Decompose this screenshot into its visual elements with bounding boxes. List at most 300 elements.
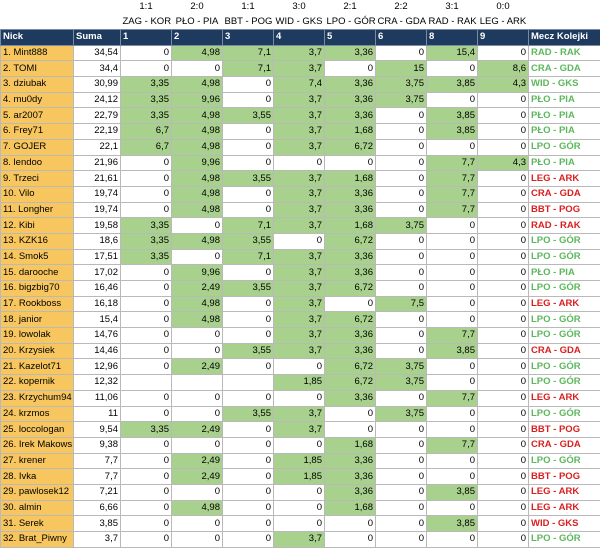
points-cell[interactable]: 0 bbox=[478, 437, 529, 453]
points-cell[interactable]: 3,36 bbox=[325, 390, 376, 406]
points-cell[interactable]: 3,7 bbox=[274, 202, 325, 218]
points-cell[interactable]: 0 bbox=[478, 202, 529, 218]
points-cell[interactable]: 3,85 bbox=[427, 343, 478, 359]
points-cell[interactable]: 1,85 bbox=[274, 453, 325, 469]
points-cell[interactable]: 0 bbox=[427, 281, 478, 297]
player-nick[interactable]: 13. KZK16 bbox=[1, 233, 74, 249]
points-cell[interactable]: 3,36 bbox=[325, 108, 376, 124]
points-cell[interactable]: 0 bbox=[121, 343, 172, 359]
points-cell[interactable]: 0 bbox=[223, 484, 274, 500]
match-of-round[interactable]: RAD - RAK bbox=[529, 45, 600, 61]
points-cell[interactable]: 3,35 bbox=[121, 249, 172, 265]
points-cell[interactable]: 6,7 bbox=[121, 124, 172, 140]
points-cell[interactable]: 0 bbox=[172, 484, 223, 500]
points-cell[interactable]: 0 bbox=[376, 233, 427, 249]
points-cell[interactable]: 0 bbox=[121, 469, 172, 485]
points-cell[interactable]: 3,7 bbox=[274, 312, 325, 328]
player-total[interactable]: 12,96 bbox=[74, 359, 121, 375]
points-cell[interactable]: 0 bbox=[376, 469, 427, 485]
points-cell[interactable]: 3,35 bbox=[121, 108, 172, 124]
player-nick[interactable]: 24. krzmos bbox=[1, 406, 74, 422]
points-cell[interactable]: 0 bbox=[427, 92, 478, 108]
points-cell[interactable]: 0 bbox=[478, 124, 529, 140]
player-nick[interactable]: 12. Kibi bbox=[1, 218, 74, 234]
player-total[interactable]: 17,02 bbox=[74, 265, 121, 281]
points-cell[interactable]: 0 bbox=[478, 92, 529, 108]
points-cell[interactable]: 7,7 bbox=[427, 437, 478, 453]
points-cell[interactable]: 3,36 bbox=[325, 328, 376, 344]
points-cell[interactable]: 6,72 bbox=[325, 233, 376, 249]
points-cell[interactable]: 0 bbox=[274, 390, 325, 406]
points-cell[interactable]: 0 bbox=[172, 218, 223, 234]
points-cell[interactable]: 4,98 bbox=[172, 108, 223, 124]
points-cell[interactable]: 3,35 bbox=[121, 77, 172, 93]
points-cell[interactable]: 0 bbox=[427, 422, 478, 438]
points-cell[interactable]: 0 bbox=[478, 265, 529, 281]
points-cell[interactable]: 0 bbox=[223, 532, 274, 548]
points-cell[interactable]: 0 bbox=[121, 484, 172, 500]
points-cell[interactable]: 3,7 bbox=[274, 328, 325, 344]
points-cell[interactable]: 9,96 bbox=[172, 155, 223, 171]
points-cell[interactable]: 0 bbox=[376, 437, 427, 453]
points-cell[interactable]: 0 bbox=[478, 516, 529, 532]
match-of-round[interactable]: LPO - GÓR bbox=[529, 375, 600, 391]
match-of-round[interactable]: WID - GKS bbox=[529, 516, 600, 532]
match-of-round[interactable]: LPO - GÓR bbox=[529, 532, 600, 548]
match-of-round[interactable]: PŁO - PIA bbox=[529, 92, 600, 108]
points-cell[interactable]: 0 bbox=[427, 218, 478, 234]
points-cell[interactable]: 0 bbox=[376, 202, 427, 218]
points-cell[interactable]: 0 bbox=[121, 155, 172, 171]
points-cell[interactable]: 3,7 bbox=[274, 296, 325, 312]
match-of-round[interactable]: LEG - ARK bbox=[529, 500, 600, 516]
player-total[interactable]: 24,12 bbox=[74, 92, 121, 108]
points-cell[interactable]: 0 bbox=[172, 406, 223, 422]
player-nick[interactable]: 17. Rookboss bbox=[1, 296, 74, 312]
points-cell[interactable]: 7,7 bbox=[427, 186, 478, 202]
match-of-round[interactable]: BBT - POG bbox=[529, 422, 600, 438]
player-nick[interactable]: 10. Vilo bbox=[1, 186, 74, 202]
points-cell[interactable]: 0 bbox=[376, 328, 427, 344]
player-nick[interactable]: 9. Trzeci bbox=[1, 171, 74, 187]
player-nick[interactable]: 27. krener bbox=[1, 453, 74, 469]
player-nick[interactable]: 14. Smok5 bbox=[1, 249, 74, 265]
player-total[interactable]: 7,7 bbox=[74, 453, 121, 469]
points-cell[interactable] bbox=[223, 375, 274, 391]
points-cell[interactable]: 0 bbox=[274, 359, 325, 375]
points-cell[interactable]: 9,96 bbox=[172, 92, 223, 108]
points-cell[interactable]: 3,7 bbox=[274, 532, 325, 548]
points-cell[interactable]: 15,4 bbox=[427, 45, 478, 61]
points-cell[interactable]: 3,7 bbox=[274, 171, 325, 187]
points-cell[interactable]: 0 bbox=[376, 155, 427, 171]
points-cell[interactable]: 0 bbox=[376, 484, 427, 500]
points-cell[interactable]: 3,36 bbox=[325, 469, 376, 485]
player-nick[interactable]: 5. ar2007 bbox=[1, 108, 74, 124]
match-of-round[interactable]: LPO - GÓR bbox=[529, 233, 600, 249]
points-cell[interactable]: 0 bbox=[223, 469, 274, 485]
points-cell[interactable]: 1,68 bbox=[325, 437, 376, 453]
match-of-round[interactable]: WID - GKS bbox=[529, 77, 600, 93]
points-cell[interactable]: 1,68 bbox=[325, 124, 376, 140]
match-of-round[interactable]: RAD - RAK bbox=[529, 218, 600, 234]
points-cell[interactable]: 2,49 bbox=[172, 422, 223, 438]
points-cell[interactable]: 3,55 bbox=[223, 233, 274, 249]
points-cell[interactable]: 0 bbox=[325, 406, 376, 422]
points-cell[interactable]: 0 bbox=[478, 500, 529, 516]
player-nick[interactable]: 7. GOJER bbox=[1, 139, 74, 155]
player-total[interactable]: 21,61 bbox=[74, 171, 121, 187]
points-cell[interactable]: 0 bbox=[223, 77, 274, 93]
points-cell[interactable]: 3,75 bbox=[376, 359, 427, 375]
points-cell[interactable]: 0 bbox=[121, 312, 172, 328]
match-of-round[interactable]: PŁO - PIA bbox=[529, 265, 600, 281]
points-cell[interactable]: 3,36 bbox=[325, 249, 376, 265]
player-nick[interactable]: 29. pawlosek12 bbox=[1, 484, 74, 500]
points-cell[interactable]: 0 bbox=[427, 139, 478, 155]
points-cell[interactable]: 0 bbox=[478, 422, 529, 438]
column-header[interactable]: 5 bbox=[325, 30, 376, 46]
match-of-round[interactable]: PŁO - PIA bbox=[529, 108, 600, 124]
points-cell[interactable]: 0 bbox=[325, 155, 376, 171]
match-of-round[interactable]: LEG - ARK bbox=[529, 390, 600, 406]
points-cell[interactable]: 0 bbox=[376, 171, 427, 187]
points-cell[interactable]: 0 bbox=[427, 375, 478, 391]
points-cell[interactable]: 0 bbox=[427, 532, 478, 548]
points-cell[interactable]: 3,85 bbox=[427, 484, 478, 500]
points-cell[interactable]: 0 bbox=[376, 422, 427, 438]
points-cell[interactable]: 0 bbox=[274, 484, 325, 500]
points-cell[interactable]: 0 bbox=[376, 265, 427, 281]
match-of-round[interactable]: LPO - GÓR bbox=[529, 359, 600, 375]
points-cell[interactable]: 0 bbox=[376, 312, 427, 328]
points-cell[interactable]: 0 bbox=[376, 532, 427, 548]
points-cell[interactable]: 3,7 bbox=[274, 422, 325, 438]
points-cell[interactable]: 0 bbox=[376, 516, 427, 532]
points-cell[interactable]: 0 bbox=[478, 328, 529, 344]
column-header[interactable]: 3 bbox=[223, 30, 274, 46]
points-cell[interactable]: 0 bbox=[274, 516, 325, 532]
points-cell[interactable]: 0 bbox=[274, 233, 325, 249]
points-cell[interactable]: 3,7 bbox=[274, 61, 325, 77]
points-cell[interactable]: 0 bbox=[376, 500, 427, 516]
points-cell[interactable] bbox=[172, 375, 223, 391]
points-cell[interactable]: 6,72 bbox=[325, 359, 376, 375]
points-cell[interactable]: 0 bbox=[478, 45, 529, 61]
match-of-round[interactable]: CRA - GDA bbox=[529, 437, 600, 453]
points-cell[interactable]: 3,75 bbox=[376, 92, 427, 108]
points-cell[interactable]: 0 bbox=[325, 532, 376, 548]
player-nick[interactable]: 30. almin bbox=[1, 500, 74, 516]
match-of-round[interactable]: LPO - GÓR bbox=[529, 406, 600, 422]
player-total[interactable]: 19,58 bbox=[74, 218, 121, 234]
points-cell[interactable]: 0 bbox=[376, 108, 427, 124]
points-cell[interactable]: 3,35 bbox=[121, 422, 172, 438]
points-cell[interactable]: 2,49 bbox=[172, 359, 223, 375]
points-cell[interactable]: 7,1 bbox=[223, 218, 274, 234]
points-cell[interactable]: 3,36 bbox=[325, 45, 376, 61]
points-cell[interactable]: 6,72 bbox=[325, 281, 376, 297]
points-cell[interactable]: 3,75 bbox=[376, 218, 427, 234]
points-cell[interactable]: 0 bbox=[376, 453, 427, 469]
player-total[interactable]: 19,74 bbox=[74, 202, 121, 218]
points-cell[interactable]: 1,85 bbox=[274, 469, 325, 485]
points-cell[interactable]: 0 bbox=[478, 343, 529, 359]
points-cell[interactable]: 7,1 bbox=[223, 249, 274, 265]
points-cell[interactable]: 3,55 bbox=[223, 343, 274, 359]
points-cell[interactable]: 0 bbox=[223, 453, 274, 469]
player-nick[interactable]: 1. Mint888 bbox=[1, 45, 74, 61]
points-cell[interactable]: 4,98 bbox=[172, 500, 223, 516]
points-cell[interactable]: 4,98 bbox=[172, 296, 223, 312]
points-cell[interactable]: 3,36 bbox=[325, 453, 376, 469]
points-cell[interactable]: 0 bbox=[427, 453, 478, 469]
points-cell[interactable]: 0 bbox=[121, 281, 172, 297]
player-nick[interactable]: 21. Kazelot71 bbox=[1, 359, 74, 375]
points-cell[interactable]: 0 bbox=[223, 265, 274, 281]
player-nick[interactable]: 18. janior bbox=[1, 312, 74, 328]
player-total[interactable]: 7,21 bbox=[74, 484, 121, 500]
points-cell[interactable]: 0 bbox=[274, 155, 325, 171]
match-of-round[interactable]: CRA - GDA bbox=[529, 186, 600, 202]
points-cell[interactable]: 0 bbox=[121, 45, 172, 61]
points-cell[interactable]: 0 bbox=[121, 437, 172, 453]
points-cell[interactable]: 0 bbox=[172, 343, 223, 359]
points-cell[interactable]: 0 bbox=[223, 359, 274, 375]
column-header[interactable]: Mecz Kolejki bbox=[529, 30, 600, 46]
points-cell[interactable]: 0 bbox=[478, 296, 529, 312]
column-header[interactable]: 6 bbox=[376, 30, 427, 46]
points-cell[interactable]: 4,3 bbox=[478, 77, 529, 93]
points-cell[interactable]: 0 bbox=[223, 124, 274, 140]
points-cell[interactable]: 4,98 bbox=[172, 171, 223, 187]
points-cell[interactable]: 3,7 bbox=[274, 139, 325, 155]
match-of-round[interactable]: PŁO - PIA bbox=[529, 124, 600, 140]
points-cell[interactable]: 1,68 bbox=[325, 171, 376, 187]
points-cell[interactable]: 3,7 bbox=[274, 265, 325, 281]
points-cell[interactable]: 4,98 bbox=[172, 139, 223, 155]
player-nick[interactable]: 20. Krzysiek bbox=[1, 343, 74, 359]
player-nick[interactable]: 26. Irek Makows bbox=[1, 437, 74, 453]
points-cell[interactable]: 3,7 bbox=[274, 249, 325, 265]
points-cell[interactable]: 0 bbox=[121, 265, 172, 281]
points-cell[interactable]: 4,98 bbox=[172, 186, 223, 202]
points-cell[interactable]: 0 bbox=[172, 532, 223, 548]
points-cell[interactable]: 3,85 bbox=[427, 124, 478, 140]
points-cell[interactable]: 3,7 bbox=[274, 45, 325, 61]
player-total[interactable]: 34,54 bbox=[74, 45, 121, 61]
points-cell[interactable]: 0 bbox=[478, 312, 529, 328]
points-cell[interactable]: 0 bbox=[427, 249, 478, 265]
points-cell[interactable]: 3,7 bbox=[274, 186, 325, 202]
points-cell[interactable]: 0 bbox=[223, 186, 274, 202]
points-cell[interactable]: 3,55 bbox=[223, 108, 274, 124]
points-cell[interactable]: 9,96 bbox=[172, 265, 223, 281]
points-cell[interactable]: 6,72 bbox=[325, 375, 376, 391]
points-cell[interactable]: 0 bbox=[121, 390, 172, 406]
points-cell[interactable]: 0 bbox=[478, 281, 529, 297]
player-total[interactable]: 17,51 bbox=[74, 249, 121, 265]
player-total[interactable]: 3,85 bbox=[74, 516, 121, 532]
points-cell[interactable]: 0 bbox=[478, 218, 529, 234]
match-of-round[interactable]: LEG - ARK bbox=[529, 484, 600, 500]
points-cell[interactable]: 0 bbox=[172, 249, 223, 265]
points-cell[interactable]: 6,72 bbox=[325, 139, 376, 155]
player-total[interactable]: 9,38 bbox=[74, 437, 121, 453]
match-of-round[interactable]: CRA - GDA bbox=[529, 61, 600, 77]
points-cell[interactable]: 4,98 bbox=[172, 124, 223, 140]
points-cell[interactable]: 7,1 bbox=[223, 45, 274, 61]
player-nick[interactable]: 6. Frey71 bbox=[1, 124, 74, 140]
player-total[interactable]: 7,7 bbox=[74, 469, 121, 485]
points-cell[interactable]: 3,36 bbox=[325, 77, 376, 93]
points-cell[interactable]: 3,75 bbox=[376, 406, 427, 422]
points-cell[interactable]: 6,72 bbox=[325, 312, 376, 328]
points-cell[interactable]: 0 bbox=[121, 500, 172, 516]
points-cell[interactable]: 0 bbox=[172, 437, 223, 453]
points-cell[interactable]: 3,36 bbox=[325, 202, 376, 218]
points-cell[interactable]: 0 bbox=[427, 312, 478, 328]
points-cell[interactable]: 7,7 bbox=[427, 171, 478, 187]
column-header[interactable]: 9 bbox=[478, 30, 529, 46]
points-cell[interactable]: 3,7 bbox=[274, 218, 325, 234]
points-cell[interactable]: 2,49 bbox=[172, 469, 223, 485]
points-cell[interactable]: 0 bbox=[376, 139, 427, 155]
points-cell[interactable]: 0 bbox=[478, 233, 529, 249]
points-cell[interactable]: 0 bbox=[121, 61, 172, 77]
points-cell[interactable]: 0 bbox=[223, 139, 274, 155]
points-cell[interactable]: 3,75 bbox=[376, 77, 427, 93]
points-cell[interactable]: 0 bbox=[274, 500, 325, 516]
points-cell[interactable]: 0 bbox=[223, 155, 274, 171]
player-total[interactable]: 6,66 bbox=[74, 500, 121, 516]
points-cell[interactable]: 0 bbox=[172, 390, 223, 406]
player-total[interactable]: 9,54 bbox=[74, 422, 121, 438]
match-of-round[interactable]: BBT - POG bbox=[529, 469, 600, 485]
points-cell[interactable]: 0 bbox=[121, 296, 172, 312]
player-nick[interactable]: 2. TOMI bbox=[1, 61, 74, 77]
points-cell[interactable]: 3,36 bbox=[325, 265, 376, 281]
points-cell[interactable]: 3,7 bbox=[274, 124, 325, 140]
match-of-round[interactable]: LPO - GÓR bbox=[529, 312, 600, 328]
match-of-round[interactable]: LEG - ARK bbox=[529, 296, 600, 312]
column-header[interactable]: Suma bbox=[74, 30, 121, 46]
points-cell[interactable]: 3,35 bbox=[121, 218, 172, 234]
points-cell[interactable]: 3,36 bbox=[325, 186, 376, 202]
match-of-round[interactable]: LPO - GÓR bbox=[529, 328, 600, 344]
points-cell[interactable]: 0 bbox=[478, 390, 529, 406]
points-cell[interactable]: 0 bbox=[427, 296, 478, 312]
player-nick[interactable]: 16. bigzbig70 bbox=[1, 281, 74, 297]
points-cell[interactable]: 3,36 bbox=[325, 343, 376, 359]
points-cell[interactable]: 7,7 bbox=[427, 202, 478, 218]
points-cell[interactable]: 0 bbox=[478, 532, 529, 548]
points-cell[interactable]: 0 bbox=[223, 516, 274, 532]
match-of-round[interactable]: LPO - GÓR bbox=[529, 249, 600, 265]
player-nick[interactable]: 4. mu0dy bbox=[1, 92, 74, 108]
points-cell[interactable]: 7,7 bbox=[427, 390, 478, 406]
column-header[interactable]: 8 bbox=[427, 30, 478, 46]
points-cell[interactable]: 0 bbox=[172, 516, 223, 532]
player-total[interactable]: 14,76 bbox=[74, 328, 121, 344]
match-of-round[interactable]: LPO - GÓR bbox=[529, 139, 600, 155]
match-of-round[interactable]: CRA - GDA bbox=[529, 343, 600, 359]
match-of-round[interactable]: PŁO - PIA bbox=[529, 155, 600, 171]
points-cell[interactable]: 0 bbox=[478, 359, 529, 375]
points-cell[interactable]: 7,7 bbox=[427, 328, 478, 344]
player-total[interactable]: 22,79 bbox=[74, 108, 121, 124]
points-cell[interactable]: 0 bbox=[223, 437, 274, 453]
points-cell[interactable]: 0 bbox=[223, 92, 274, 108]
player-nick[interactable]: 25. loccologan bbox=[1, 422, 74, 438]
player-total[interactable]: 16,18 bbox=[74, 296, 121, 312]
points-cell[interactable]: 3,35 bbox=[121, 233, 172, 249]
points-cell[interactable]: 0 bbox=[478, 469, 529, 485]
points-cell[interactable]: 15 bbox=[376, 61, 427, 77]
points-cell[interactable]: 3,7 bbox=[274, 343, 325, 359]
player-total[interactable]: 12,32 bbox=[74, 375, 121, 391]
points-cell[interactable]: 0 bbox=[427, 469, 478, 485]
points-cell[interactable]: 0 bbox=[223, 312, 274, 328]
points-cell[interactable]: 0 bbox=[325, 61, 376, 77]
points-cell[interactable]: 3,85 bbox=[427, 77, 478, 93]
points-cell[interactable]: 3,7 bbox=[274, 406, 325, 422]
player-total[interactable]: 21,96 bbox=[74, 155, 121, 171]
points-cell[interactable]: 0 bbox=[121, 532, 172, 548]
points-cell[interactable]: 4,98 bbox=[172, 77, 223, 93]
points-cell[interactable]: 0 bbox=[376, 45, 427, 61]
points-cell[interactable]: 0 bbox=[478, 453, 529, 469]
points-cell[interactable]: 0 bbox=[478, 186, 529, 202]
points-cell[interactable]: 0 bbox=[376, 186, 427, 202]
points-cell[interactable]: 0 bbox=[427, 265, 478, 281]
points-cell[interactable] bbox=[121, 375, 172, 391]
player-nick[interactable]: 8. lendoo bbox=[1, 155, 74, 171]
player-nick[interactable]: 23. Krzychum94 bbox=[1, 390, 74, 406]
points-cell[interactable]: 0 bbox=[376, 249, 427, 265]
points-cell[interactable]: 0 bbox=[376, 343, 427, 359]
points-cell[interactable]: 0 bbox=[325, 516, 376, 532]
player-total[interactable]: 11 bbox=[74, 406, 121, 422]
points-cell[interactable]: 0 bbox=[121, 186, 172, 202]
points-cell[interactable]: 0 bbox=[427, 233, 478, 249]
player-total[interactable]: 14,46 bbox=[74, 343, 121, 359]
points-cell[interactable]: 7,7 bbox=[427, 155, 478, 171]
column-header[interactable]: 4 bbox=[274, 30, 325, 46]
points-cell[interactable]: 4,3 bbox=[478, 155, 529, 171]
points-cell[interactable]: 0 bbox=[172, 328, 223, 344]
player-total[interactable]: 3,7 bbox=[74, 532, 121, 548]
points-cell[interactable]: 8,6 bbox=[478, 61, 529, 77]
player-total[interactable]: 34,4 bbox=[74, 61, 121, 77]
points-cell[interactable]: 4,98 bbox=[172, 202, 223, 218]
points-cell[interactable]: 3,7 bbox=[274, 281, 325, 297]
points-cell[interactable]: 3,7 bbox=[274, 92, 325, 108]
points-cell[interactable]: 6,7 bbox=[121, 139, 172, 155]
points-cell[interactable]: 0 bbox=[427, 359, 478, 375]
player-nick[interactable]: 22. kopernik bbox=[1, 375, 74, 391]
player-nick[interactable]: 28. Ivka bbox=[1, 469, 74, 485]
points-cell[interactable]: 0 bbox=[223, 328, 274, 344]
points-cell[interactable]: 0 bbox=[121, 171, 172, 187]
points-cell[interactable]: 0 bbox=[121, 359, 172, 375]
points-cell[interactable]: 0 bbox=[274, 437, 325, 453]
points-cell[interactable]: 0 bbox=[325, 422, 376, 438]
points-cell[interactable]: 3,75 bbox=[376, 375, 427, 391]
match-of-round[interactable]: LEG - ARK bbox=[529, 171, 600, 187]
points-cell[interactable]: 0 bbox=[478, 406, 529, 422]
points-cell[interactable]: 4,98 bbox=[172, 45, 223, 61]
